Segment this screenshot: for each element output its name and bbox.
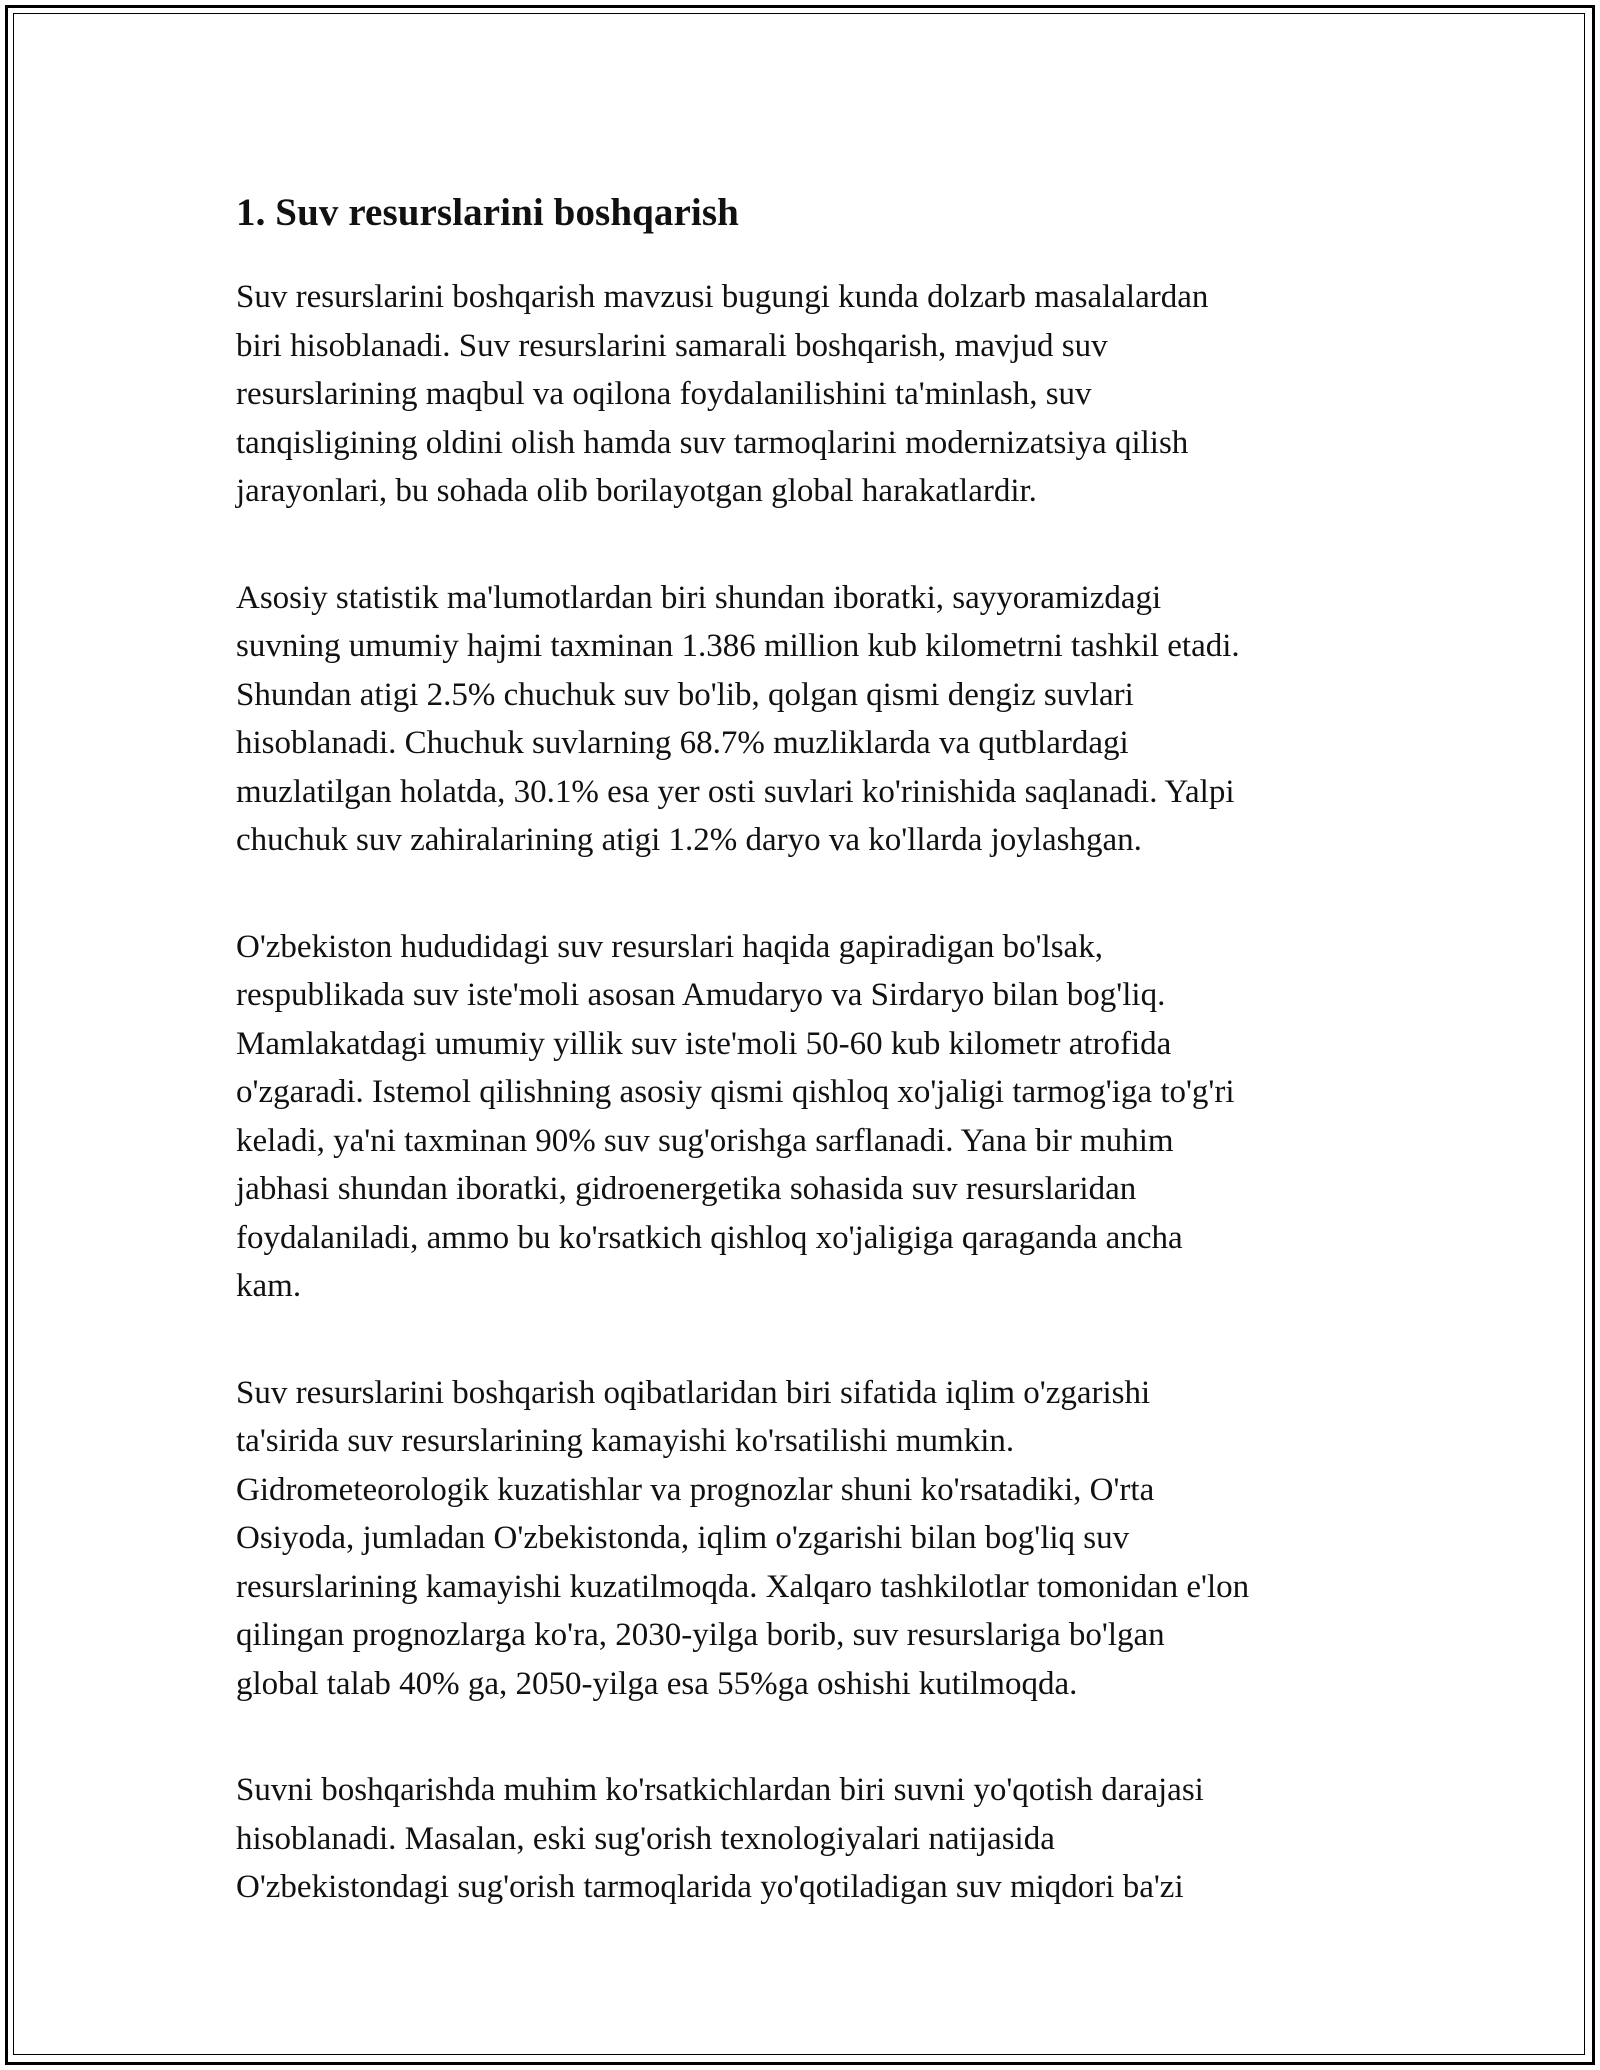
text-line: Gidrometeorologik kuzatishlar va prognozlar shuni ko'rsatadiki, O'rta [236, 1471, 1155, 1508]
text-line: muzlatilgan holatda, 30.1% esa yer osti suvlari ko'rinishida saqlanadi. Yalpi [236, 773, 1235, 810]
text-line: resurslarining kamayishi kuzatilmoqda. Xalqaro tashkilotlar tomonidan e'lon [236, 1568, 1250, 1605]
text-line: O'zbekistondagi sug'orish tarmoqlarida yo'qotiladigan suv miqdori ba'zi [236, 1869, 1184, 1905]
text-line: Suv resurslarini boshqarish mavzusi bugungi kunda dolzarb masalalardan [236, 279, 1209, 315]
text-line: Suvni boshqarishda muhim ko'rsatkichlardan biri suvni yo'qotish darajasi [236, 1772, 1204, 1808]
section-heading: 1. Suv resurslarini boshqarish [236, 191, 739, 234]
text-line: hisoblanadi. Chuchuk suvlarning 68.7% muzliklarda va qutblardagi [236, 725, 1129, 761]
text-line: ta'sirida suv resurslarining kamayishi ko'rsatilishi mumkin. [236, 1423, 1015, 1459]
text-line: respublikada suv iste'moli asosan Amudaryo va Sirdaryo bilan bog'liq. [236, 977, 1166, 1013]
text-line: O'zbekiston hududidagi suv resurslari haqida gapiradigan bo'lsak, [236, 928, 1103, 965]
text-line: hisoblanadi. Masalan, eski sug'orish texnologiyalari natijasida [236, 1820, 1055, 1857]
paragraph-uzbekistan-resources [236, 923, 1366, 1311]
text-line: qilingan prognozlarga ko'ra, 2030-yilga borib, suv resurslariga bo'lgan [236, 1617, 1165, 1653]
paragraph-water-loss [236, 1766, 1366, 1912]
text-line: resurslarining maqbul va oqilona foydalanilishini ta'minlash, suv [236, 376, 1092, 412]
text-line: Mamlakatdagi umumiy yillik suv iste'moli 50-60 kub kilometr atrofida [236, 1025, 1172, 1062]
text-line: Asosiy statistik ma'lumotlardan biri shundan iboratki, sayyoramizdagi [236, 579, 1162, 616]
text-line: chuchuk suv zahiralarining atigi 1.2% daryo va ko'llarda joylashgan. [236, 822, 1142, 858]
text-line: jarayonlari, bu sohada olib borilayotgan global harakatlardir. [236, 473, 1037, 509]
document-body [236, 186, 1366, 1970]
text-line: Osiyoda, jumladan O'zbekistonda, iqlim o'zgarishi bilan bog'liq suv [236, 1520, 1130, 1556]
paragraph-climate-change [236, 1369, 1366, 1709]
paragraph-intro [236, 273, 1366, 516]
text-line: jabhasi shundan iboratki, gidroenergetika sohasida suv resurslaridan [236, 1171, 1137, 1207]
text-line: biri hisoblanadi. Suv resurslarini samarali boshqarish, mavjud suv [236, 327, 1108, 364]
text-line: Suv resurslarini boshqarish oqibatlaridan biri sifatida iqlim o'zgarishi [236, 1374, 1151, 1411]
paragraph-global-statistics [236, 574, 1366, 865]
text-line: tanqisligining oldini olish hamda suv tarmoqlarini modernizatsiya qilish [236, 424, 1189, 461]
text-line: kam. [236, 1268, 302, 1304]
text-line: foydalaniladi, ammo bu ko'rsatkich qishloq xo'jaligiga qaraganda ancha [236, 1219, 1183, 1256]
text-line: suvning umumiy hajmi taxminan 1.386 million kub kilometrni tashkil etadi. [236, 628, 1240, 664]
text-line: keladi, ya'ni taxminan 90% suv sug'orishga sarflanadi. Yana bir muhim [236, 1122, 1174, 1159]
text-line: Shundan atigi 2.5% chuchuk suv bo'lib, qolgan qismi dengiz suvlari [236, 676, 1134, 713]
text-line: global talab 40% ga, 2050-yilga esa 55%ga oshishi kutilmoqda. [236, 1665, 1078, 1702]
text-line: o'zgaradi. Istemol qilishning asosiy qismi qishloq xo'jaligi tarmog'iga to'g'ri [236, 1074, 1235, 1110]
